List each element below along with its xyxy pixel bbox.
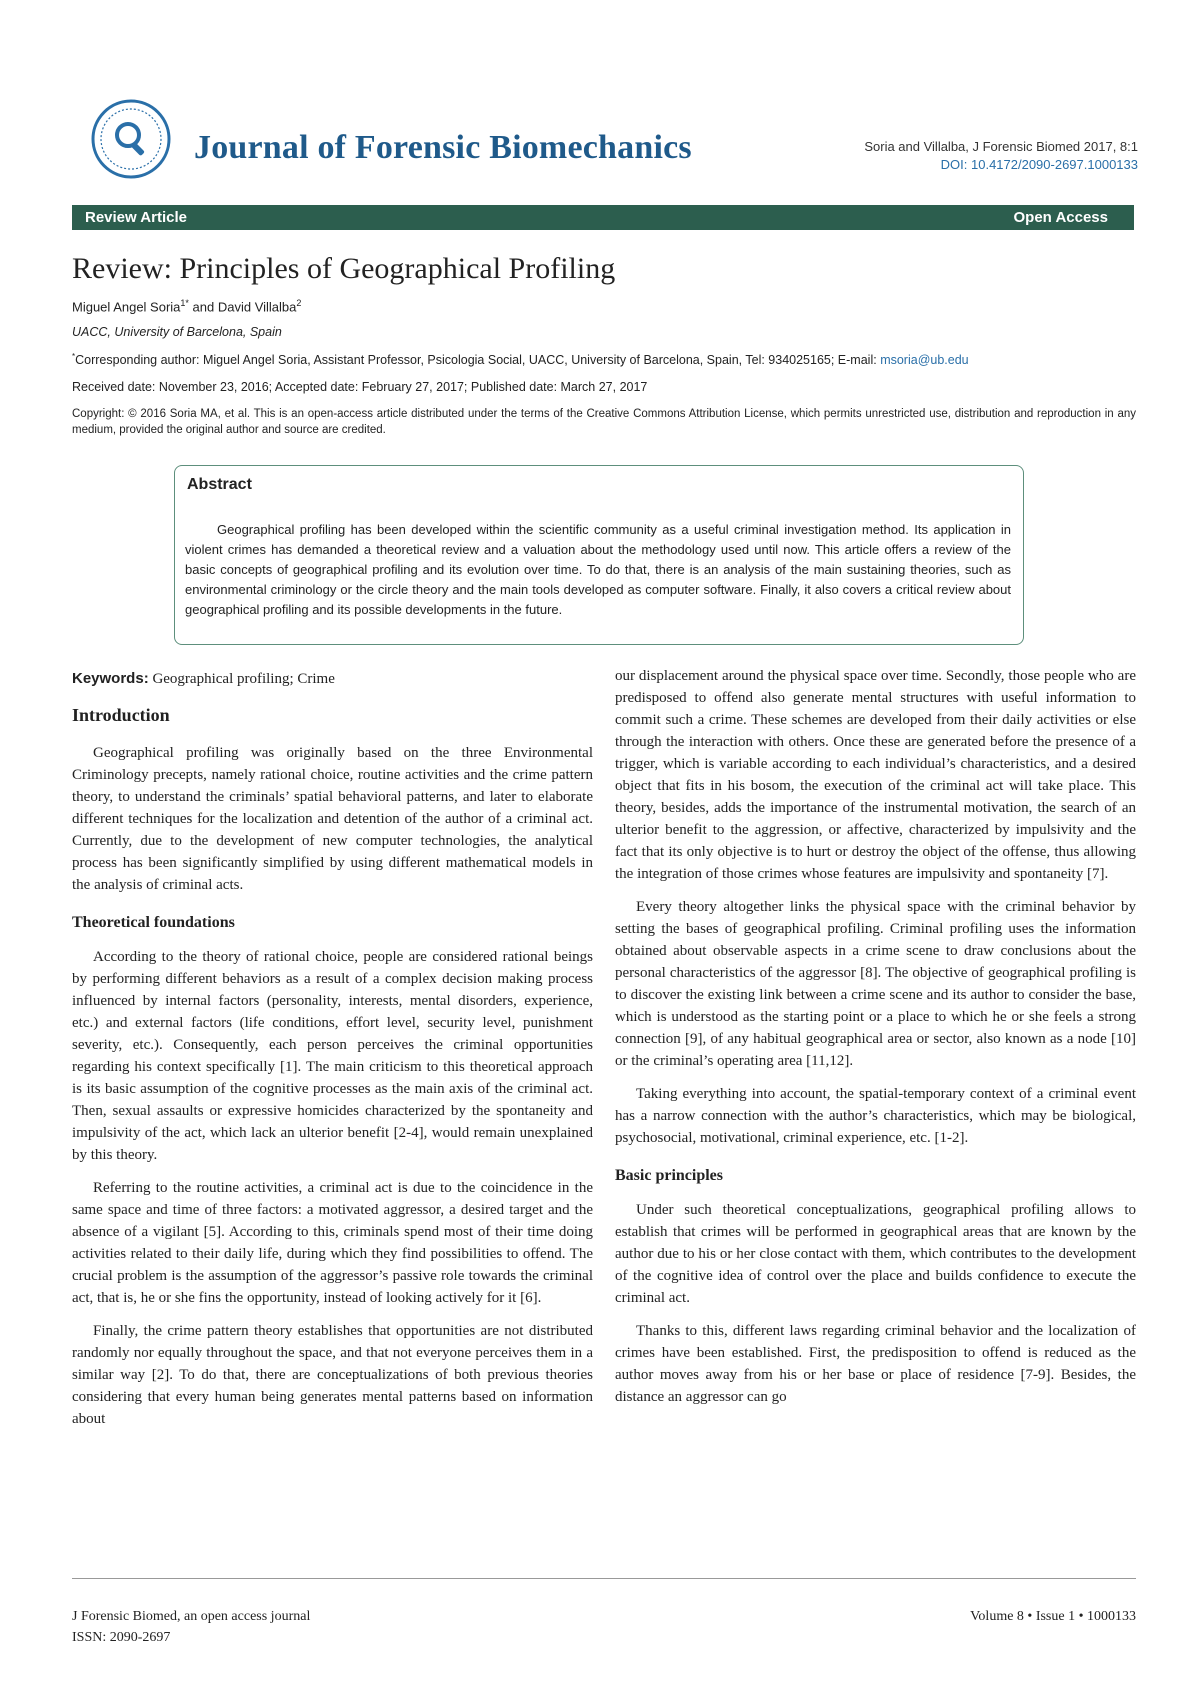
footer-volume: Volume 8 • Issue 1 • 1000133 <box>970 1609 1136 1624</box>
paragraph: Every theory altogether links the physical space with the criminal behavior by setting the bases of geographical profiling. Criminal profiling uses the information obtained about observable aspects in a crime scene to draw conclusions about the personal characteristics of the aggressor [8]. The objective of geographical profiling is to discover the existing link between a crime scene and its author to consider the base, which is understood as the starting point or a place to which he or she feels a strong connection [9], of any habitual geographical area or sector, also known as a node [10] or the criminal’s operating area [11,12]. <box>615 899 1136 1069</box>
right-column <box>615 665 1136 1419</box>
paragraph: Under such theoretical conceptualizations, geographical profiling allows to establish that crimes will be performed in geographical areas that are known by the author due to his or her close contact with them, which contributes to the development of the cognitive idea of control over the place and builds confidence to execute the criminal act. <box>615 1202 1136 1306</box>
doi-link[interactable]: DOI: 10.4172/2090-2697.1000133 <box>940 157 1138 172</box>
paragraph: Geographical profiling was originally based on the three Environmental Criminology precepts, namely rational choice, routine activities and the crime pattern theory, to understand the criminals’ spatial behavioral patterns, and later to elaborate different techniques for the localization and detention of the author of a criminal act. Currently, due to the development of new computer technologies, the analytical process has been significantly simplified by using different mathematical models in the analysis of criminal acts. <box>72 745 593 893</box>
author-separator: and <box>188 299 218 315</box>
article-type-label: Review Article <box>85 209 187 226</box>
corresponding-mark: * <box>72 352 76 361</box>
footer-journal: J Forensic Biomed, an open access journal <box>72 1609 311 1624</box>
paragraph: Thanks to this, different laws regarding criminal behavior and the localization of crimes have been established. First, the predisposition to offend is reduced as the author moves away from his or her base or place of residence [7-9]. Besides, the distance an aggressor can go <box>615 1323 1136 1405</box>
paragraph: Taking everything into account, the spatial-temporary context of a criminal event has a narrow connection with the author’s characteristics, which may be biological, psychosocial, motivational, criminal experience, etc. [1-2]. <box>615 1086 1136 1146</box>
author-name: David Villalba <box>217 299 297 315</box>
article-type-bar <box>72 205 1134 230</box>
abstract-box <box>174 465 1024 645</box>
author-name: Miguel Angel Soria <box>72 299 181 315</box>
paragraph: According to the theory of rational choice, people are considered rational beings by performing different behaviors as a result of a complex decision making process influenced by internal factors (personality, interests, mental disorders, experience, etc.) and external factors (life conditions, effort level, security level, punishment severity, etc.). Consequently, each person perceives the criminal opportunities regarding his context specifically [1]. The main criticism to this theoretical approach is its basic assumption of the cognitive processes as the main axis of the criminal act. Then, sexual assaults or expressive homicides characterized by the spontaneity and impulsivity of the act, which lack an ulterior benefit [2-4], would remain unexplained by this theory. <box>72 949 593 1163</box>
keywords-line <box>72 668 593 690</box>
left-column <box>72 668 593 1441</box>
paragraph: Finally, the crime pattern theory establishes that opportunities are not distributed randomly nor equally throughout the space, and that not everyone perceives them in a similar way [2]. To do that, there are conceptualizations of both previous theories considering that every human being generates mental patterns based on information about <box>72 1323 593 1427</box>
paragraph: Referring to the routine activities, a criminal act is due to the coincidence in the same space and time of three factors: a motivated aggressor, a desired target and the absence of a vigilant [5]. According to this, criminals spend most of their time doing activities related to their daily life, during which they find possibilities to offend. The crucial problem is the assumption of the aggressor’s passive role towards the criminal act, that is, he or she fins the opportunity, instead of looking actively for it [6]. <box>72 1180 593 1306</box>
paragraph: our displacement around the physical space over time. Secondly, those people who are predisposed to offend also generate mental structures with useful information to commit such a crime. These schemes are developed from their daily activities or else through the interaction with others. Once these are generated before the presence of a trigger, which is variable according to each individual’s characteristics, and a desired object that fits in his bosom, the execution of the criminal act will take place. This theory, besides, adds the importance of the instrumental motivation, the search of an ulterior benefit to the aggression, or affective, characterized by impulsivity and the fact that its only objective is to hurt or destroy the object of the offense, thus allowing the integration of those crimes whose features are impulsivity and spontaneity [7]. <box>615 668 1136 882</box>
section-heading-theoretical-foundations: Theoretical foundations <box>72 914 235 931</box>
email-link[interactable]: msoria@ub.edu <box>880 353 969 368</box>
affiliation: UACC, University of Barcelona, Spain <box>72 325 282 339</box>
author-affiliation-mark: 1* <box>180 298 189 308</box>
citation-line: Soria and Villalba, J Forensic Biomed 2017, 8:1 <box>864 139 1138 154</box>
abstract-text: Geographical profiling has been developed within the scientific community as a useful criminal investigation method. Its application in violent crimes has demanded a theoretical review and a valuation about the methodology used until now. This article offers a review of the basic concepts of geographical profiling and its evolution over time. To do that, there is an analysis of the main sustaining theories, such as environmental criminology or the circle theory and the main tools developed as computer software. Finally, it also covers a critical review about geographical profiling and its possible developments in the future. <box>185 522 1011 617</box>
section-heading-basic-principles: Basic principles <box>615 1167 724 1184</box>
author-list <box>72 298 301 314</box>
publication-dates: Received date: November 23, 2016; Accepted date: February 27, 2017; Published date: March 27, 2017 <box>72 380 648 394</box>
open-access-label: Open Access <box>1013 209 1108 226</box>
section-heading-introduction: Introduction <box>72 705 170 725</box>
keywords-label: Keywords: <box>72 670 149 687</box>
footer-divider <box>72 1578 1136 1579</box>
footer-issn: ISSN: 2090-2697 <box>72 1630 171 1645</box>
journal-name: Journal of Forensic Biomechanics <box>194 129 692 166</box>
keywords-text: Geographical profiling; Crime <box>148 671 335 687</box>
journal-logo <box>88 96 174 182</box>
article-title: Review: Principles of Geographical Profiling <box>72 252 616 285</box>
corresponding-author <box>72 352 1136 367</box>
magnifier-seal-icon <box>88 96 174 182</box>
copyright-notice: Copyright: © 2016 Soria MA, et al. This is an open-access article distributed under the terms of the Creative Commons Attribution License, which permits unrestricted use, distribution and reproduction in any medium, provided the original author and source are credited. <box>72 408 1136 436</box>
corresponding-text: Corresponding author: Miguel Angel Soria, Assistant Professor, Psicologia Social, UACC, University of Barcelona, Spain, Tel: 934025165; E-mail: <box>75 353 881 368</box>
author-affiliation-mark: 2 <box>296 298 302 308</box>
abstract-heading: Abstract <box>187 476 252 493</box>
